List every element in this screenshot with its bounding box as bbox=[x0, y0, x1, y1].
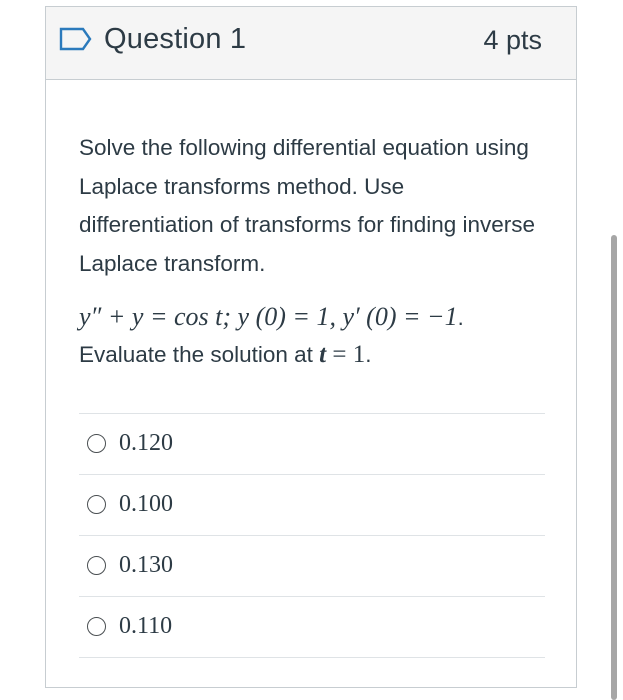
equation-period: . bbox=[457, 305, 464, 330]
answer-label: 0.110 bbox=[119, 613, 173, 639]
question-card bbox=[45, 6, 577, 688]
answer-list bbox=[79, 413, 545, 658]
evaluate-value: = 1 bbox=[326, 341, 366, 368]
evaluate-variable: t bbox=[319, 341, 327, 368]
evaluate-period: . bbox=[365, 342, 372, 367]
question-title: Question 1 bbox=[104, 23, 247, 55]
answer-option[interactable] bbox=[79, 597, 545, 658]
answer-label: 0.130 bbox=[119, 552, 173, 578]
equation-text: y″ + y = cos t; y (0) = 1, y′ (0) = −1 bbox=[79, 302, 458, 331]
evaluate-line bbox=[79, 341, 372, 369]
radio-button[interactable] bbox=[87, 617, 106, 636]
radio-button[interactable] bbox=[87, 556, 106, 575]
radio-button[interactable] bbox=[87, 434, 106, 453]
answer-option[interactable] bbox=[79, 536, 545, 597]
question-prompt: Solve the following differential equation using Laplace transforms method. Use differentiation of transforms for finding inverse Laplace transform. bbox=[79, 135, 536, 276]
equation-line bbox=[79, 302, 549, 332]
question-points: 4 pts bbox=[483, 25, 542, 55]
answer-option[interactable] bbox=[79, 414, 545, 475]
evaluate-text: Evaluate the solution at bbox=[79, 342, 320, 367]
radio-button[interactable] bbox=[87, 495, 106, 514]
answer-option[interactable] bbox=[79, 475, 545, 536]
answer-label: 0.120 bbox=[119, 430, 173, 456]
flag-icon[interactable] bbox=[59, 27, 93, 51]
question-header bbox=[46, 7, 576, 80]
answer-label: 0.100 bbox=[119, 491, 173, 517]
scrollbar[interactable] bbox=[611, 235, 617, 700]
